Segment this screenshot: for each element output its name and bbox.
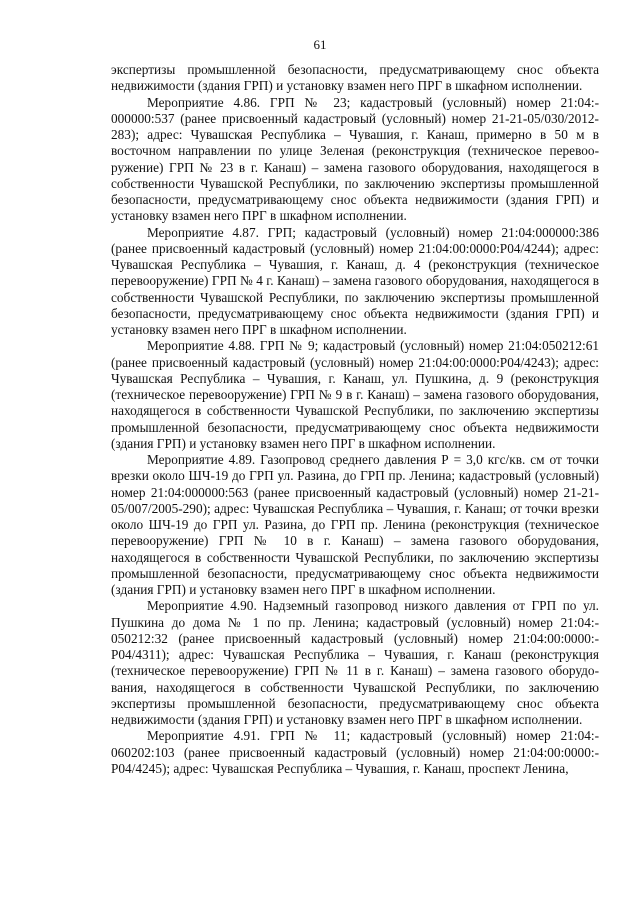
paragraph-measure-4-89: Мероприятие 4.89. Газопровод среднего давления Р = 3,0 кгс/кв. см от точки врезки около ШЧ-19 до ГРП ул. Разина, до ГРП пр. Ленина; кадастровый (условный) номер 21:04:000000:563 (ранее присвоенный кадастровый (условный) номер 21-21-05/007/2005-290); адрес: Чувашская Республика – Чувашия, г. Канаш; от точки врезки около ШЧ-19 до ГРП ул. Разина, до ГРП пр. Ленина (реконструкция (техническое перевооружение) ГРП № 10 в г. Канаш) – замена газового оборудования, находящегося в собственности Чувашской Республики, по заключению экспертизы промышленной безопасности, предусматривающему снос объекта недвижимости (здания ГРП) и установку взамен него ПРГ в шкафном исполнении.	[111, 452, 599, 597]
paragraph-measure-4-88: Мероприятие 4.88. ГРП № 9; кадастровый (условный) номер 21:04:050212:61 (ранее присвоенный кадастровый (условный) номер 21:04:00:0000:Р04/4243); адрес: Чувашская Республика – Чувашия, г. Канаш, ул. Пушкина, д. 9 (реконструкция (техническое перевооружение) ГРП № 9 в г. Канаш) – замена газового оборудования, находящегося в собственности Чувашской Республики, по заключению экспертизы промышленной безопасности, предусматривающему снос объекта недвижимости (здания ГРП) и установку взамен него ПРГ в шкафном исполнении.	[111, 338, 599, 451]
paragraph-measure-4-91: Мероприятие 4.91. ГРП № 11; кадастровый (условный) номер 21:04:060202:103 (ранее присвоенный кадастровый (условный) номер 21:04:00:0000:Р04/4245); адрес: Чувашская Республика – Чувашия, г. Канаш, проспект Ленина,	[111, 728, 599, 776]
paragraph-measure-4-90: Мероприятие 4.90. Надземный газопровод низкого давления от ГРП по ул. Пушкина до дома № 1 по пр. Ленина; кадастровый (условный) номер 21:04:050212:32 (ранее присвоенный кадастровый (условный) номер 21:04:00:0000:Р04/4311); адрес: Чувашская Республика – Чувашия, г. Канаш (реконструкция (техническое перевооружение) ГРП № 11 в г. Канаш) – замена газового оборудования, находящегося в собственности Чувашской Республики, по заключению экспертизы промышленной безопасности, предусматривающему снос объекта недвижимости (здания ГРП) и установку взамен него ПРГ в шкафном исполнении.	[111, 598, 599, 727]
page-number: 61	[313, 37, 327, 52]
document-body	[111, 62, 599, 777]
paragraph-continuation: экспертизы промышленной безопасности, предусматривающему снос объекта недвижимости (здания ГРП) и установку взамен него ПРГ в шкафном исполнении.	[111, 62, 599, 94]
paragraph-measure-4-86: Мероприятие 4.86. ГРП № 23; кадастровый (условный) номер 21:04:000000:537 (ранее присвоенный кадастровый (условный) номер 21-21-05/030/2012-283); адрес: Чувашская Республика – Чувашия, г. Канаш, примерно в 50 м в восточном направлении по улице Зеленая (реконструкция (техническое перевооружение) ГРП № 23 в г. Канаш) – замена газового оборудования, находящегося в собственности Чувашской Республики, по заключению экспертизы промышленной безопасности, предусматривающему снос объекта недвижимости (здания ГРП) и установку взамен него ПРГ в шкафном исполнении.	[111, 94, 599, 224]
paragraph-measure-4-87: Мероприятие 4.87. ГРП; кадастровый (условный) номер 21:04:000000:386 (ранее присвоенный кадастровый (условный) номер 21:04:00:0000:Р04/4244); адрес: Чувашская Республика – Чувашия, г. Канаш, д. 4 (реконструкция (техническое перевооружение) ГРП № 4 г. Канаш) – замена газового оборудования, находящегося в собственности Чувашской Республики, по заключению экспертизы промышленной безопасности, предусматривающему снос объекта недвижимости (здания ГРП) и установку взамен него ПРГ в шкафном исполнении.	[111, 224, 599, 337]
